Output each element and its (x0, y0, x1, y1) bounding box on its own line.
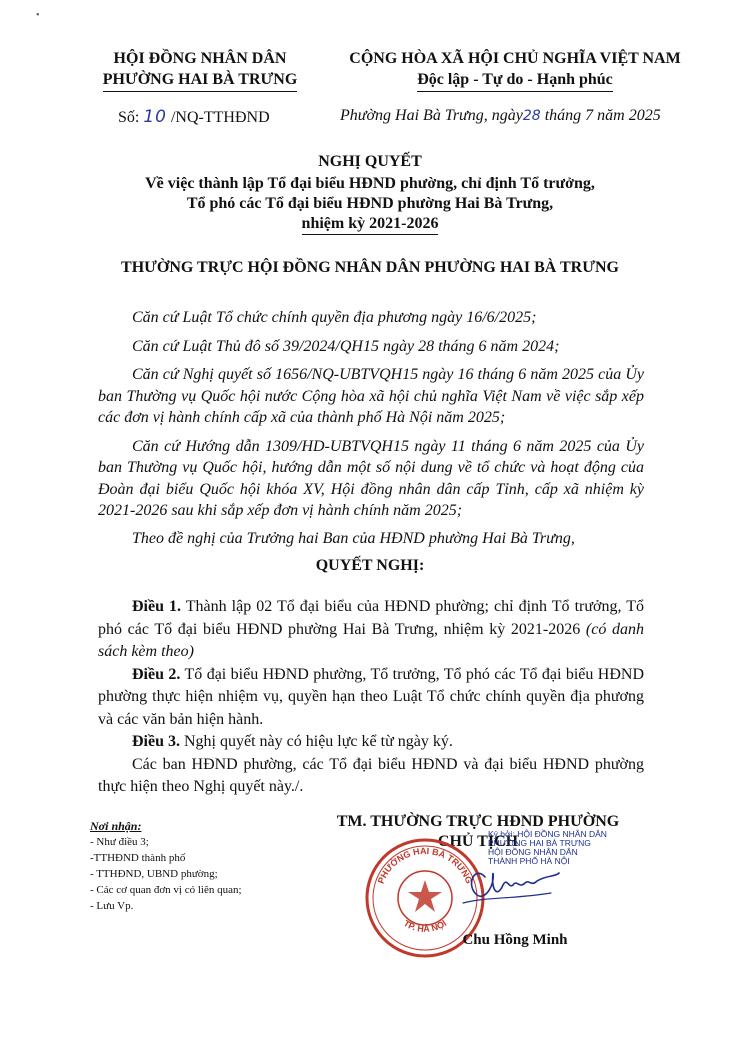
national-motto-header (325, 48, 705, 92)
basis-item: Theo đề nghị của Trưởng hai Ban của HĐND phường Hai Bà Trưng, (132, 529, 575, 547)
handwritten-signature-icon (455, 855, 565, 915)
recipient-item: - TTHĐND, UBND phường; (90, 868, 218, 880)
document-number (118, 107, 270, 127)
basis-item: Căn cứ Nghị quyết số 1656/NQ-UBTVQH15 ngày 16 tháng 6 năm 2025 của Ủy ban Thường vụ Quốc hội nước Cộng hòa xã hội chủ nghĩa Việt Nam về việc sắp xếp các đơn vị hành chính cấp xã của thành phố Hà Nội năm 2025; (98, 366, 644, 426)
issuer-heading: THƯỜNG TRỰC HỘI ĐỒNG NHÂN DÂN PHƯỜNG HAI BÀ TRƯNG (121, 259, 619, 276)
title-line2: Tổ phó các Tổ đại biểu HĐND phường Hai Bà Trưng, (186, 195, 554, 212)
article-2-label: Điều 2. (132, 665, 181, 683)
recipient-item: -TTHĐND thành phố (90, 852, 186, 864)
issuing-body-header (80, 48, 320, 92)
issuing-body-line2: PHƯỜNG HAI BÀ TRƯNG (103, 69, 298, 92)
scan-mark: • (36, 10, 40, 21)
doc-number-handwritten: 10 (143, 107, 167, 127)
legal-bases (98, 307, 644, 549)
motto: Độc lập - Tự do - Hạnh phúc (417, 69, 613, 92)
article-1 (98, 596, 644, 664)
signer-name: Chu Hồng Minh (462, 932, 568, 948)
esign-line1: Ký bởi: HỘI ĐỒNG NHÂN DÂN (488, 829, 607, 839)
country-name: CỘNG HÒA XÃ HỘI CHỦ NGHĨA VIỆT NAM (349, 50, 681, 67)
article-2 (98, 664, 644, 732)
basis-item: Căn cứ Luật Thủ đô số 39/2024/QH15 ngày 28 tháng 6 năm 2024; (132, 337, 560, 355)
esign-line2: PHƯỜNG HAI BÀ TRƯNG (488, 838, 591, 848)
issuing-body-line1: HỘI ĐỒNG NHÂN DÂN (113, 50, 287, 67)
esign-line3: HỘI ĐỒNG NHÂN DÂN (488, 847, 578, 857)
article-1-label: Điều 1. (132, 598, 182, 615)
signature-line2: CHỦ TỊCH (437, 833, 519, 850)
seal-star (408, 880, 442, 912)
recipient-item: - Như điều 3; (90, 836, 149, 848)
dateline-month-year: tháng 7 năm 2025 (544, 107, 661, 124)
document-title (100, 152, 640, 235)
dateline-day-handwritten: 28 (522, 108, 541, 124)
closing-paragraph: Các ban HĐND phường, các Tổ đại biểu HĐND và đại biểu HĐND phường thực hiện theo Nghị quyết này./. (98, 755, 644, 795)
article-2-text: Tổ đại biểu HĐND phường, Tổ trưởng, Tổ phó các Tổ đại biểu HĐND phường thực hiện nhiệm vụ, quyền hạn theo Luật Tổ chức chính quyền địa phương và các văn bản hiện hành. (98, 665, 644, 728)
doc-number-suffix: /NQ-TTHĐND (170, 109, 270, 126)
basis-item: Căn cứ Hướng dẫn 1309/HD-UBTVQH15 ngày 11 tháng 6 năm 2025 của Ủy ban Thường vụ Quốc hội, hướng dẫn một số nội dung về tổ chức và hoạt động của Đoàn đại biểu Quốc hội khóa XV, Hội đồng nhân dân cấp Tỉnh, cấp xã nhiệm kỳ 2021-2026 sau khi sắp xếp đơn vị hành chính năm 2025; (98, 437, 644, 519)
article-3-text: Nghị quyết này có hiệu lực kể từ ngày ký. (184, 733, 453, 750)
recipient-item: - Các cơ quan đơn vị có liên quan; (90, 884, 242, 896)
recipients (90, 818, 242, 914)
dateline-place: Phường Hai Bà Trưng, ngày (340, 107, 523, 124)
recipient-item: - Lưu Vp. (90, 900, 134, 912)
article-3-label: Điều 3. (132, 733, 180, 750)
doc-number-prefix: Số: (118, 109, 140, 126)
seal-text-top: PHƯỜNG HAI BÀ TRƯNG (375, 845, 475, 886)
signature-line1: TM. THƯỜNG TRỰC HĐND PHƯỜNG (336, 813, 620, 830)
articles (98, 596, 644, 799)
article-1-note: (có danh sách kèm theo) (98, 620, 645, 660)
title-line3: nhiệm kỳ 2021-2026 (302, 214, 439, 235)
esign-line4: THÀNH PHỐ HÀ NỘI (488, 856, 570, 866)
decision-heading: QUYẾT NGHỊ: (315, 557, 425, 574)
basis-item: Căn cứ Luật Tổ chức chính quyền địa phương ngày 16/6/2025; (132, 309, 537, 326)
title-line1: Về việc thành lập Tổ đại biểu HĐND phường, chỉ định Tổ trưởng, (145, 175, 595, 192)
article-1-text: Thành lập 02 Tổ đại biểu của HĐND phường; chỉ định Tổ trưởng, Tổ phó các Tổ đại biểu HĐND phường Hai Bà Trưng, nhiệm kỳ 2021-2026 (98, 598, 645, 638)
title-heading: NGHỊ QUYẾT (318, 153, 422, 170)
dateline (340, 107, 661, 125)
seal-text-bottom: TP. HÀ NỘI (401, 918, 449, 934)
article-3 (98, 731, 644, 754)
recipients-label: Nơi nhận: (90, 819, 142, 833)
